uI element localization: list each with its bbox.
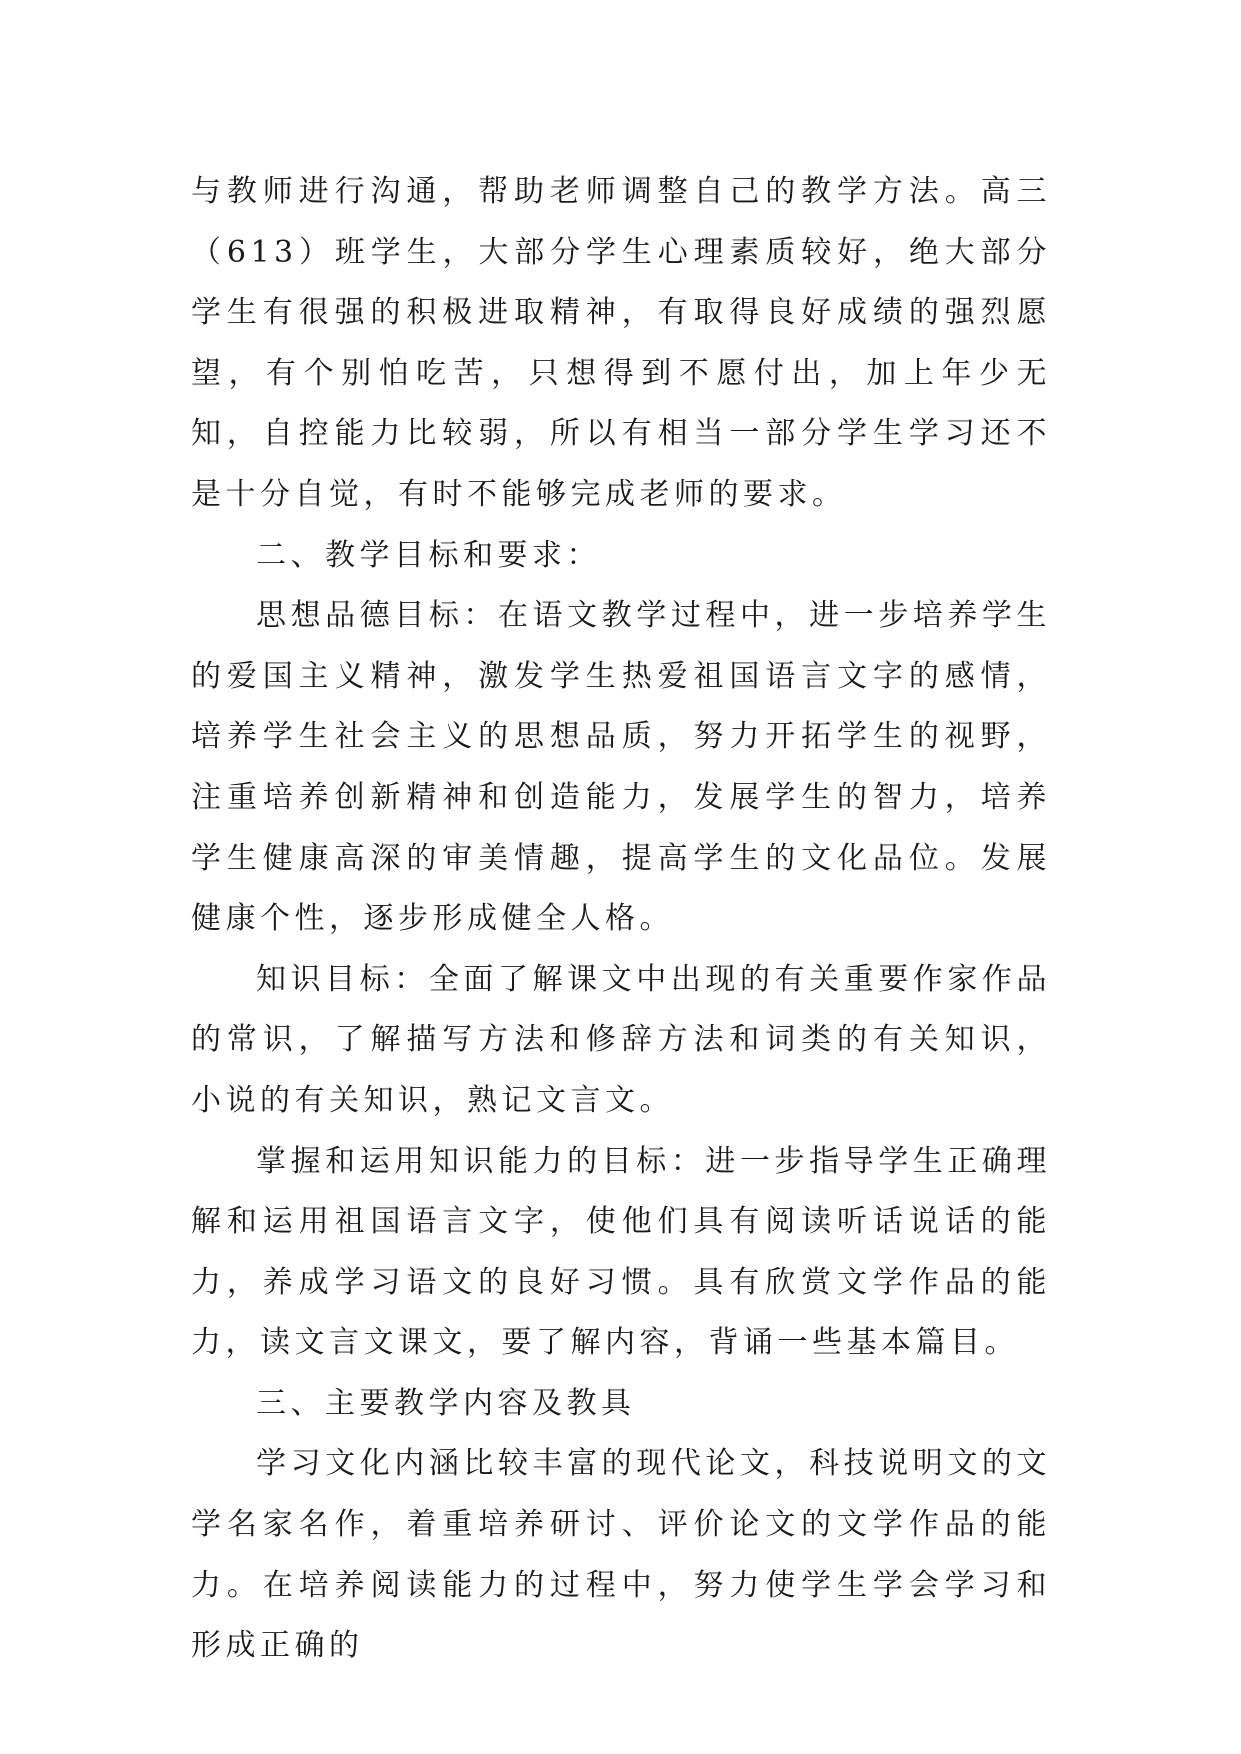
document-body <box>191 162 1051 1677</box>
paragraph-knowledge-goals: 知识目标：全面了解课文中出现的有关重要作家作品的常识，了解描写方法和修辞方法和词类的有关知识，小说的有关知识，熟记文言文。 <box>191 961 1051 1118</box>
paragraph-moral-goals: 思想品德目标：在语文教学过程中，进一步培养学生的爱国主义精神，激发学生热爱祖国语言文字的感情，培养学生社会主义的思想品质，努力开拓学生的视野，注重培养创新精神和创造能力，发展学生的智力，培养学生健康高深的审美情趣，提高学生的文化品位。发展健康个性，逐步形成健全人格。 <box>191 598 1051 937</box>
heading-teaching-goals: 二、教学目标和要求： <box>256 537 601 573</box>
paragraph-ability-goals: 掌握和运用知识能力的目标：进一步指导学生正确理解和运用祖国语言文字，使他们具有阅读听话说话的能力，养成学习语文的良好习惯。具有欣赏文学作品的能力，读文言文课文，要了解内容，背诵一些基本篇目。 <box>191 1143 1051 1361</box>
heading-teaching-content: 三、主要教学内容及教具 <box>256 1385 636 1421</box>
paragraph-teaching-content: 学习文化内涵比较丰富的现代论文，科技说明文的文学名家名作，着重培养研讨、评价论文的文学作品的能力。在培养阅读能力的过程中，努力使学生学会学习和形成正确的 <box>191 1446 1051 1664</box>
paragraph-intro-continued: 与教师进行沟通，帮助老师调整自己的教学方法。高三（613）班学生，大部分学生心理素质较好，绝大部分学生有很强的积极进取精神，有取得良好成绩的强烈愿望，有个别怕吃苦，只想得到不愿付出，加上年少无知，自控能力比较弱，所以有相当一部分学生学习还不是十分自觉，有时不能够完成老师的要求。 <box>191 174 1051 512</box>
